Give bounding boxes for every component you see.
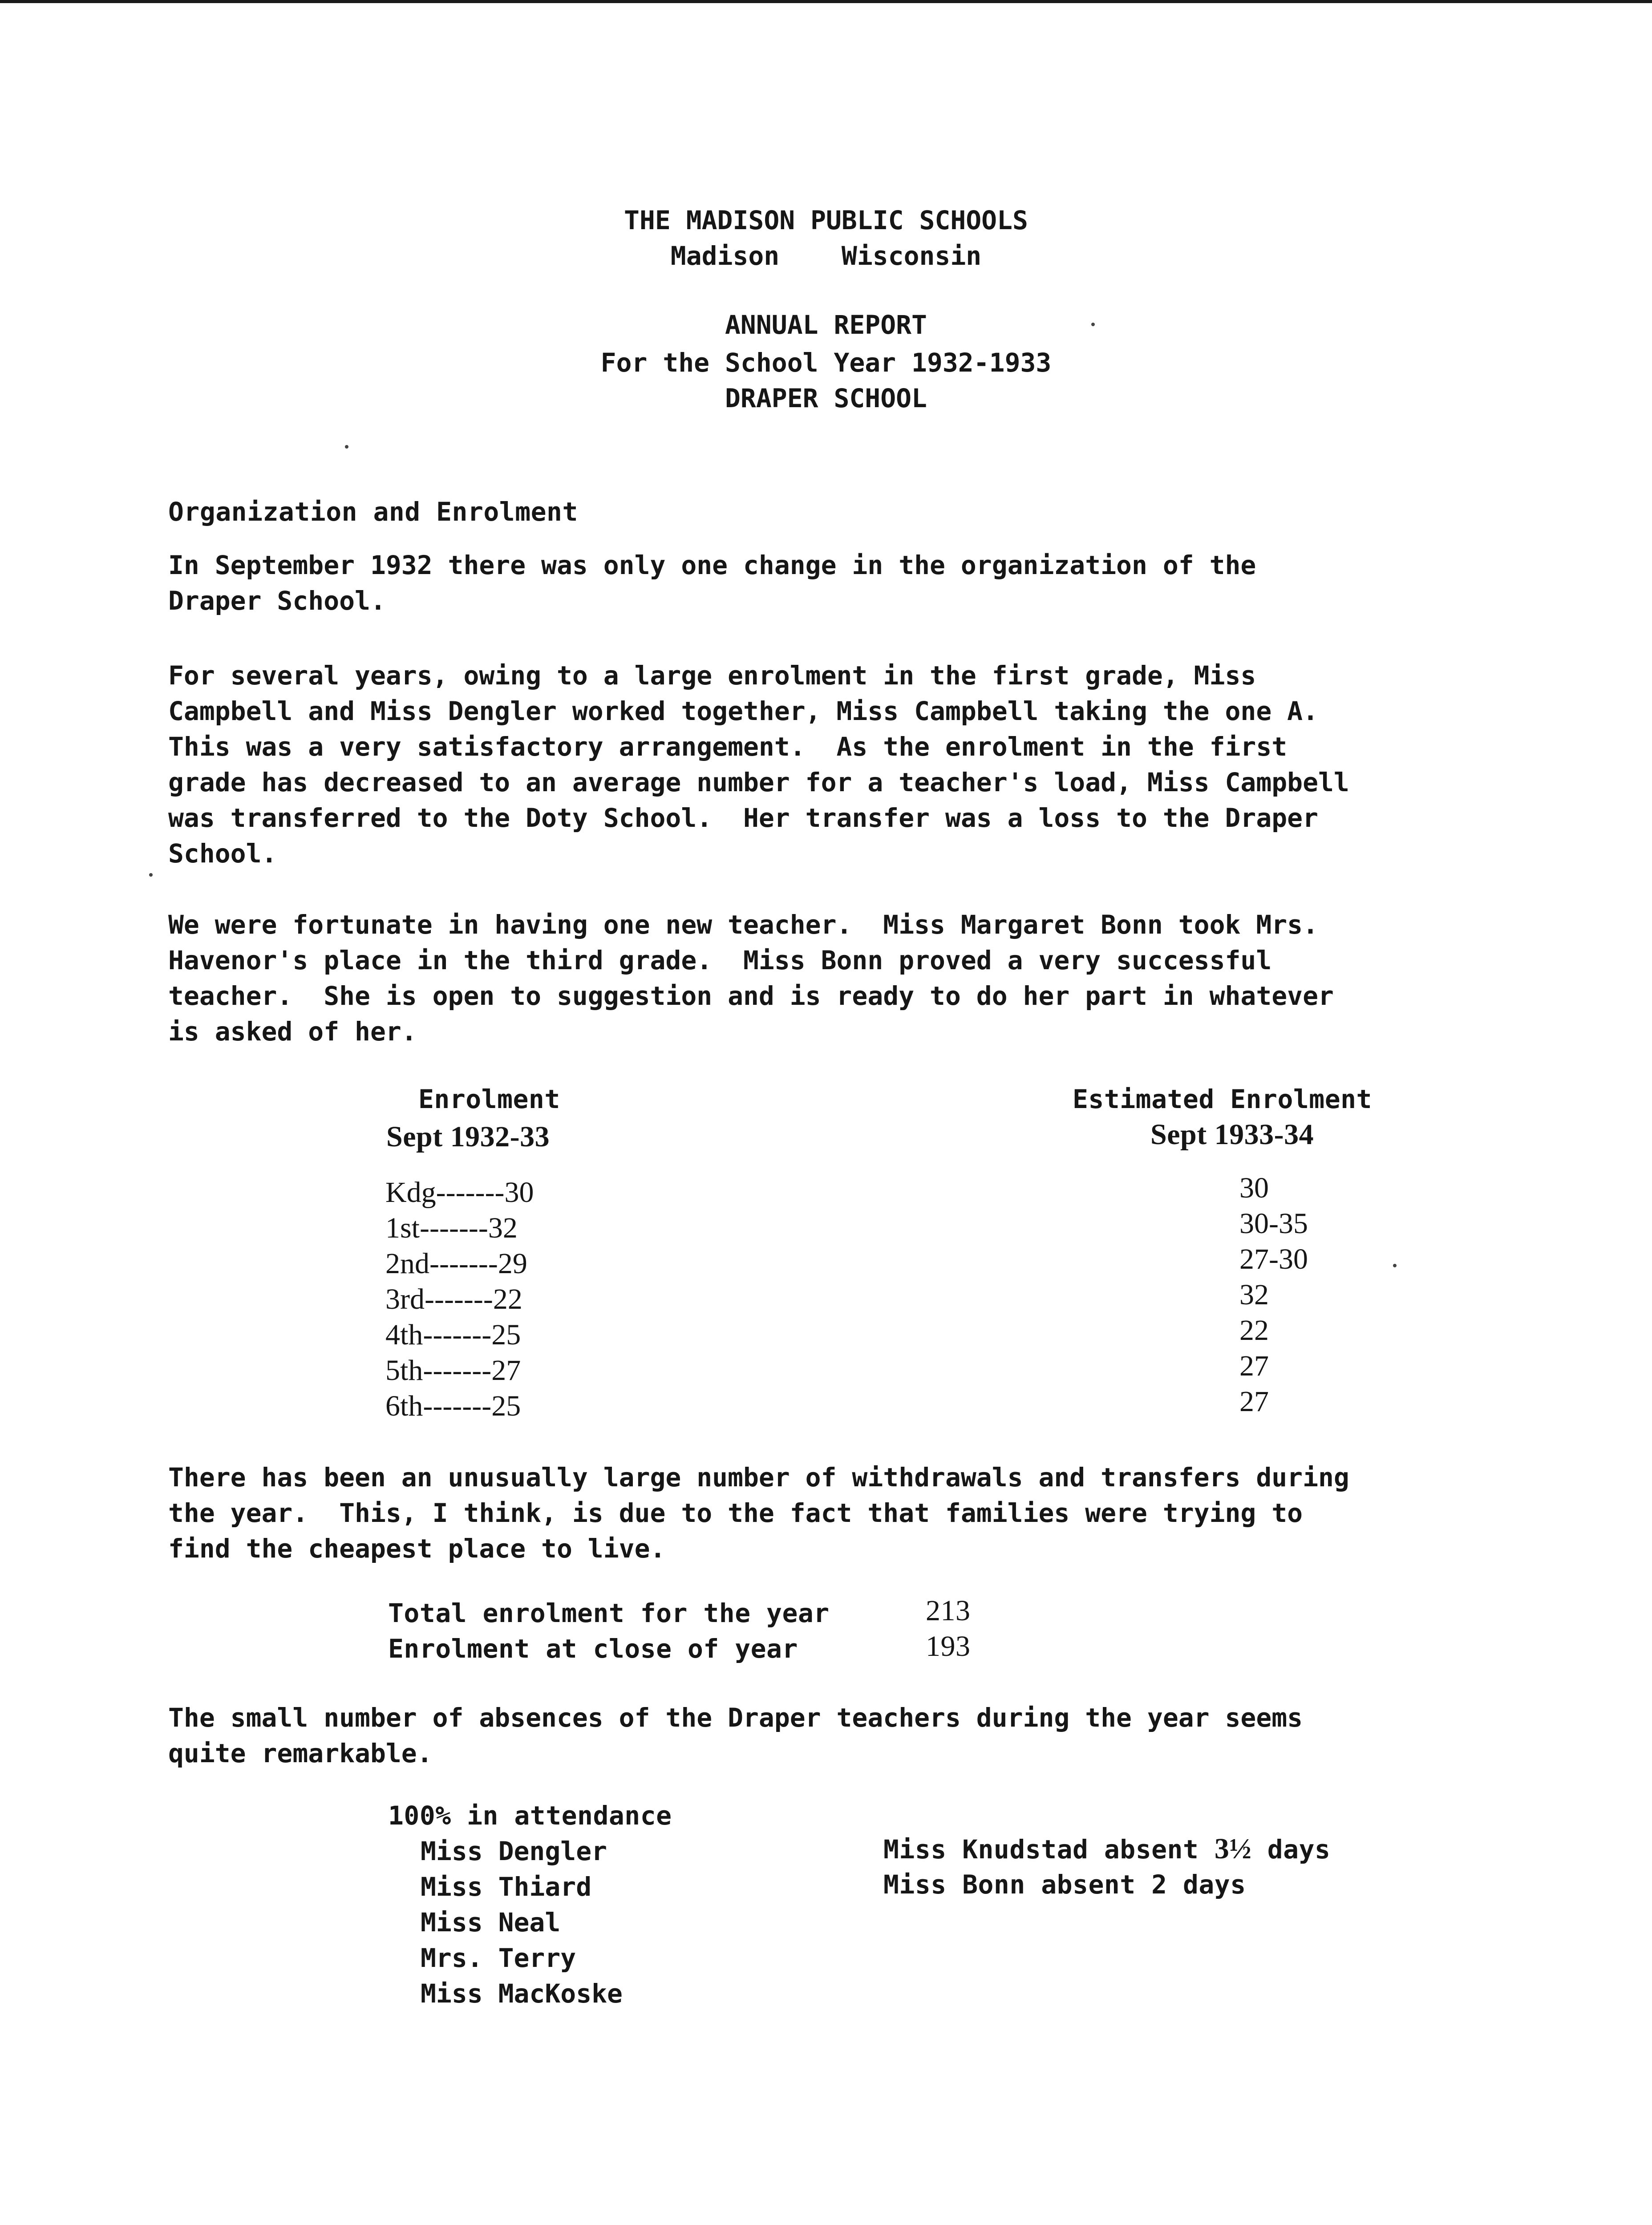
- absence-1-days: 3½: [1214, 1833, 1252, 1865]
- paragraph-line: is asked of her.: [168, 1016, 417, 1047]
- current-enrolment-row: [385, 1246, 534, 1282]
- paragraph-line: We were fortunate in having one new teacher. Miss Margaret Bonn took Mrs.: [168, 910, 1319, 940]
- paragraph-line: For several years, owing to a large enrolment in the first grade, Miss: [168, 660, 1256, 691]
- estimated-enrolment-value: 27: [1239, 1385, 1269, 1418]
- grade-label: 1st: [385, 1212, 420, 1244]
- paragraph-5: [168, 1700, 1530, 1771]
- paragraph-line: grade has decreased to an average number for a teacher's load, Miss Campbell: [168, 767, 1349, 797]
- close-enrolment-label: Enrolment at close of year: [388, 1634, 798, 1664]
- section-title: Organization and Enrolment: [168, 497, 578, 527]
- header-report: ANNUAL REPORT: [725, 310, 927, 340]
- header-city: Madison: [670, 241, 780, 271]
- teacher-name: Miss Thiard: [421, 1872, 592, 1902]
- paragraph-line: find the cheapest place to live.: [168, 1533, 666, 1564]
- absence-1-name: Miss Knudstad absent: [883, 1834, 1199, 1865]
- estimated-enrolment-value: 22: [1239, 1314, 1269, 1347]
- estimated-enrolment-value: 27-30: [1239, 1243, 1308, 1275]
- paragraph-line: quite remarkable.: [168, 1738, 433, 1768]
- current-enrolment-row: [385, 1175, 534, 1210]
- paragraph-3: [168, 907, 1530, 1049]
- estimated-header-2: Sept 1933-34: [1150, 1118, 1314, 1151]
- header-location: [0, 238, 1652, 274]
- estimated-enrolment-value: 30-35: [1239, 1207, 1308, 1240]
- paragraph-line: In September 1932 there was only one change in the organization of the: [168, 550, 1256, 580]
- teacher-name: Miss MacKoske: [421, 1978, 623, 2009]
- current-enrolment-value: 32: [488, 1212, 518, 1244]
- absence-2: Miss Bonn absent 2 days: [883, 1869, 1246, 1900]
- teacher-name: Miss Neal: [421, 1907, 561, 1938]
- current-enrolment-row: [385, 1353, 534, 1388]
- estimated-enrolment-value: 32: [1239, 1278, 1269, 1311]
- header-org: THE MADISON PUBLIC SCHOOLS: [624, 205, 1028, 235]
- scan-mark: [1393, 1264, 1397, 1267]
- paragraph-line: the year. This, I think, is due to the fact that families were trying to: [168, 1498, 1303, 1528]
- scan-mark: [1091, 323, 1095, 326]
- grade-label: 2nd: [385, 1247, 429, 1280]
- teacher-name: Mrs. Terry: [421, 1943, 576, 1973]
- paragraph-line: This was a very satisfactory arrangement. As the enrolment in the first: [168, 732, 1288, 762]
- grade-label: Kdg: [385, 1176, 436, 1209]
- header-year: For the School Year 1932-1933: [600, 348, 1052, 378]
- current-enrolment-row: [385, 1388, 534, 1424]
- current-enrolment-value: 22: [493, 1283, 522, 1315]
- paragraph-line: Draper School.: [168, 586, 386, 616]
- leader-dashes: -------: [420, 1212, 488, 1244]
- grade-label: 3rd: [385, 1283, 425, 1315]
- grade-label: 5th: [385, 1354, 423, 1387]
- paragraph-line: School.: [168, 838, 277, 869]
- paragraph-line: The small number of absences of the Draper teachers during the year seems: [168, 1703, 1303, 1733]
- paragraph-line: Campbell and Miss Dengler worked together, Miss Campbell taking the one A.: [168, 696, 1319, 726]
- current-enrolment-column: [385, 1175, 534, 1424]
- paragraph-line: There has been an unusually large number of withdrawals and transfers during: [168, 1462, 1349, 1493]
- teacher-name: Miss Dengler: [421, 1836, 607, 1866]
- header-state: Wisconsin: [841, 241, 982, 271]
- total-enrolment-label: Total enrolment for the year: [388, 1598, 830, 1628]
- current-enrolment-value: 30: [504, 1176, 534, 1209]
- current-enrolment-value: 27: [491, 1354, 521, 1387]
- paragraph-2: [168, 658, 1530, 871]
- header-school: DRAPER SCHOOL: [725, 383, 927, 413]
- scan-mark: [149, 873, 153, 877]
- attendance-heading: 100% in attendance: [388, 1800, 672, 1831]
- estimated-enrolment-column: [1239, 1170, 1308, 1420]
- paragraph-line: Havenor's place in the third grade. Miss Bonn proved a very successful: [168, 945, 1272, 975]
- scan-mark: [345, 445, 348, 449]
- leader-dashes: -------: [429, 1247, 498, 1280]
- close-enrolment-value: 193: [926, 1630, 971, 1663]
- current-enrolment-value: 29: [498, 1247, 527, 1280]
- current-enrolment-value: 25: [491, 1319, 521, 1351]
- estimated-enrolment-value: 30: [1239, 1172, 1269, 1204]
- absence-1-unit: days: [1267, 1834, 1331, 1865]
- leader-dashes: -------: [423, 1354, 492, 1387]
- leader-dashes: -------: [423, 1319, 492, 1351]
- leader-dashes: -------: [436, 1176, 505, 1209]
- leader-dashes: -------: [423, 1390, 492, 1422]
- top-rule: [0, 0, 1652, 3]
- grade-label: 6th: [385, 1390, 423, 1422]
- perfect-attendance-list: [421, 1833, 623, 2011]
- enrolment-header-1: Enrolment: [418, 1084, 560, 1114]
- paragraph-4: [168, 1460, 1530, 1566]
- enrolment-header-2: Sept 1932-33: [386, 1121, 550, 1153]
- grade-label: 4th: [385, 1319, 423, 1351]
- current-enrolment-value: 25: [491, 1390, 521, 1422]
- current-enrolment-row: [385, 1210, 534, 1246]
- total-enrolment-value: 213: [926, 1594, 971, 1627]
- absence-1: [883, 1831, 1330, 1867]
- paragraph-1: [168, 547, 1530, 619]
- paragraph-line: teacher. She is open to suggestion and is ready to do her part in whatever: [168, 981, 1334, 1011]
- current-enrolment-row: [385, 1317, 534, 1353]
- paragraph-line: was transferred to the Doty School. Her transfer was a loss to the Draper: [168, 803, 1319, 833]
- estimated-enrolment-value: 27: [1239, 1350, 1269, 1382]
- estimated-header-1: Estimated Enrolment: [1073, 1084, 1372, 1114]
- current-enrolment-row: [385, 1282, 534, 1317]
- leader-dashes: -------: [424, 1283, 493, 1315]
